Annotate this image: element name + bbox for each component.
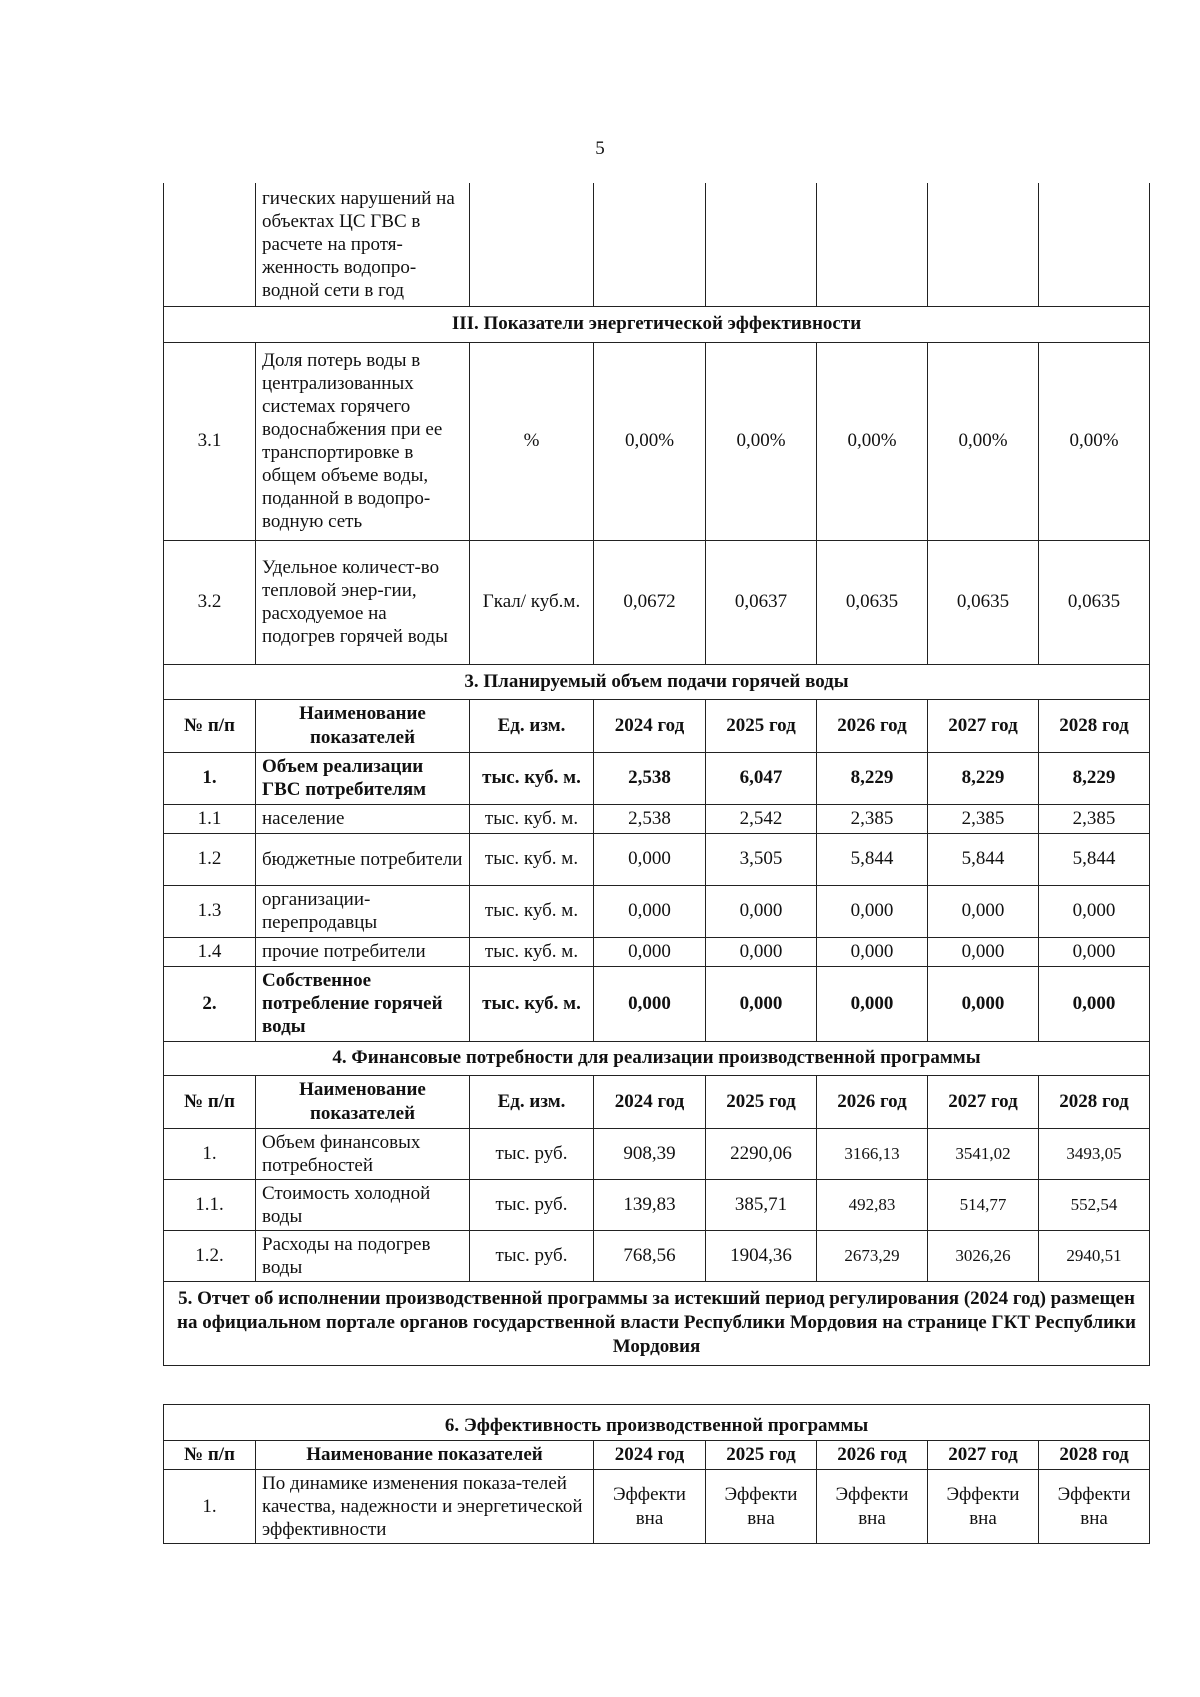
row-unit: тыс. куб. м. (470, 937, 594, 966)
value-2025: 6,047 (706, 752, 817, 804)
col-year-2025: 2025 год (706, 699, 817, 752)
value-2025: 0,000 (706, 937, 817, 966)
value-2024: 139,83 (594, 1179, 706, 1230)
report-text: 5. Отчет об исполнении производственной программы за истекший период регулирования (2024 год) размещен на официальном портале органов государственной власти Республики Мордовия на странице ГКТ Республики Мордовия (164, 1281, 1150, 1365)
value-2026: 492,83 (817, 1179, 928, 1230)
col-year-2028: 2028 год (1039, 1441, 1150, 1470)
col-year-2027: 2027 год (928, 699, 1039, 752)
value-2025: 0,0637 (706, 540, 817, 664)
finance-row (164, 1179, 1150, 1230)
section-report (164, 1281, 1150, 1365)
value-2028: 0,000 (1039, 966, 1150, 1041)
value-2025: 1904,36 (706, 1230, 817, 1281)
col-year-2026: 2026 год (817, 1075, 928, 1128)
row-unit: тыс. руб. (470, 1128, 594, 1179)
value-2026: 2673,29 (817, 1230, 928, 1281)
value-2028: 8,229 (1039, 752, 1150, 804)
row-name: Расходы на подогрев воды (256, 1230, 470, 1281)
finance-row (164, 1128, 1150, 1179)
row-number: 2. (164, 966, 256, 1041)
col-year-2024: 2024 год (594, 699, 706, 752)
col-name-header: Наименование показателей (256, 699, 470, 752)
value-2024: 2,538 (594, 752, 706, 804)
row-name: Объем финансовых потребностей (256, 1128, 470, 1179)
col-year-2024: 2024 год (594, 1075, 706, 1128)
value-2026: 0,000 (817, 937, 928, 966)
indicators-table (163, 183, 1150, 1366)
col-num-header: № п/п (164, 1075, 256, 1128)
value-2025: Эффекти вна (706, 1470, 817, 1544)
value-2028: 0,0635 (1039, 540, 1150, 664)
row-unit: тыс. руб. (470, 1230, 594, 1281)
row-unit: тыс. куб. м. (470, 885, 594, 937)
row-unit: тыс. куб. м. (470, 804, 594, 833)
row-number: 1.1 (164, 804, 256, 833)
finance-column-header (164, 1075, 1150, 1128)
row-number: 1. (164, 1128, 256, 1179)
row-number: 1. (164, 752, 256, 804)
row-name: По динамике изменения показа-телей качества, надежности и энергетической эффективности (256, 1470, 594, 1544)
volume-row (164, 885, 1150, 937)
value-2026: 5,844 (817, 833, 928, 885)
row-name: прочие потребители (256, 937, 470, 966)
row-number: 3.2 (164, 540, 256, 664)
efficiency-column-header (164, 1441, 1150, 1470)
energy-row (164, 540, 1150, 664)
col-year-2027: 2027 год (928, 1075, 1039, 1128)
col-name-header: Наименование показателей (256, 1441, 594, 1470)
col-year-2026: 2026 год (817, 699, 928, 752)
value-2026: 0,00% (817, 342, 928, 540)
value-2025: 0,000 (706, 966, 817, 1041)
value-2027: 514,77 (928, 1179, 1039, 1230)
energy-row (164, 342, 1150, 540)
value-2027: 0,000 (928, 966, 1039, 1041)
section-volume-header (164, 664, 1150, 699)
value-2028: 5,844 (1039, 833, 1150, 885)
continued-row-name: гических нарушений на объектах ЦС ГВС в расчете на протя-женность водопро-водной сети в год (256, 183, 470, 306)
section-finance-header (164, 1041, 1150, 1075)
value-2027: 0,0635 (928, 540, 1039, 664)
row-name: бюджетные потребители (256, 833, 470, 885)
row-number: 1.4 (164, 937, 256, 966)
col-num-header: № п/п (164, 699, 256, 752)
value-2028: 552,54 (1039, 1179, 1150, 1230)
value-2024: 0,000 (594, 833, 706, 885)
value-2027: 3541,02 (928, 1128, 1039, 1179)
section-energy-header (164, 306, 1150, 342)
value-2026: 8,229 (817, 752, 928, 804)
efficiency-table (163, 1404, 1150, 1544)
value-2024: 2,538 (594, 804, 706, 833)
section-finance-title: 4. Финансовые потребности для реализации производственной программы (164, 1041, 1150, 1075)
value-2027: Эффекти вна (928, 1470, 1039, 1544)
row-unit: % (470, 342, 594, 540)
col-year-2027: 2027 год (928, 1441, 1039, 1470)
value-2025: 0,00% (706, 342, 817, 540)
row-name: население (256, 804, 470, 833)
value-2028: 2,385 (1039, 804, 1150, 833)
value-2028: Эффекти вна (1039, 1470, 1150, 1544)
row-number: 1.2. (164, 1230, 256, 1281)
row-unit: тыс. руб. (470, 1179, 594, 1230)
value-2026: 0,000 (817, 966, 928, 1041)
value-2028: 0,000 (1039, 937, 1150, 966)
value-2026: 2,385 (817, 804, 928, 833)
value-2025: 2290,06 (706, 1128, 817, 1179)
value-2024: 0,000 (594, 937, 706, 966)
col-year-2025: 2025 год (706, 1075, 817, 1128)
col-unit-header: Ед. изм. (470, 1075, 594, 1128)
value-2028: 0,000 (1039, 885, 1150, 937)
volume-row (164, 966, 1150, 1041)
row-number: 3.1 (164, 342, 256, 540)
col-name-header: Наименование показателей (256, 1075, 470, 1128)
row-name: Стоимость холодной воды (256, 1179, 470, 1230)
value-2028: 0,00% (1039, 342, 1150, 540)
col-num-header: № п/п (164, 1441, 256, 1470)
value-2026: 3166,13 (817, 1128, 928, 1179)
page-number: 5 (595, 138, 605, 159)
row-number: 1.1. (164, 1179, 256, 1230)
row-name: Объем реализации ГВС потребителям (256, 752, 470, 804)
value-2028: 2940,51 (1039, 1230, 1150, 1281)
finance-row (164, 1230, 1150, 1281)
value-2027: 8,229 (928, 752, 1039, 804)
value-2027: 2,385 (928, 804, 1039, 833)
value-2025: 3,505 (706, 833, 817, 885)
continued-row (164, 183, 1150, 306)
section-volume-title: 3. Планируемый объем подачи горячей воды (164, 664, 1150, 699)
value-2025: 0,000 (706, 885, 817, 937)
row-number: 1. (164, 1470, 256, 1544)
section-efficiency-header (164, 1405, 1150, 1441)
col-unit-header: Ед. изм. (470, 699, 594, 752)
row-number: 1.3 (164, 885, 256, 937)
value-2026: 0,0635 (817, 540, 928, 664)
value-2028: 3493,05 (1039, 1128, 1150, 1179)
value-2024: 0,0672 (594, 540, 706, 664)
row-name: Доля потерь воды в централизованных системах горячего водоснабжения при ее транспортировке в общем объеме воды, поданной в водопро-водную сеть (256, 342, 470, 540)
value-2027: 0,00% (928, 342, 1039, 540)
value-2027: 0,000 (928, 937, 1039, 966)
value-2027: 0,000 (928, 885, 1039, 937)
value-2026: Эффекти вна (817, 1470, 928, 1544)
row-unit: тыс. куб. м. (470, 833, 594, 885)
value-2027: 5,844 (928, 833, 1039, 885)
row-name: Удельное количест-во тепловой энер-гии, расходуемое на подогрев горячей воды (256, 540, 470, 664)
row-name: Собственное потребление горячей воды (256, 966, 470, 1041)
row-number: 1.2 (164, 833, 256, 885)
row-unit: тыс. куб. м. (470, 966, 594, 1041)
volume-row (164, 752, 1150, 804)
col-year-2026: 2026 год (817, 1441, 928, 1470)
col-year-2028: 2028 год (1039, 699, 1150, 752)
value-2024: 0,000 (594, 966, 706, 1041)
col-year-2028: 2028 год (1039, 1075, 1150, 1128)
value-2024: 0,000 (594, 885, 706, 937)
value-2024: 0,00% (594, 342, 706, 540)
efficiency-row (164, 1470, 1150, 1544)
value-2027: 3026,26 (928, 1230, 1039, 1281)
value-2025: 2,542 (706, 804, 817, 833)
value-2026: 0,000 (817, 885, 928, 937)
section-efficiency-title: 6. Эффективность производственной программы (164, 1405, 1150, 1441)
value-2024: 768,56 (594, 1230, 706, 1281)
volume-row (164, 804, 1150, 833)
section-energy-title: III. Показатели энергетической эффективности (164, 306, 1150, 342)
row-unit: Гкал/ куб.м. (470, 540, 594, 664)
volume-column-header (164, 699, 1150, 752)
row-name: организации-перепродавцы (256, 885, 470, 937)
volume-row (164, 937, 1150, 966)
col-year-2024: 2024 год (594, 1441, 706, 1470)
volume-row (164, 833, 1150, 885)
col-year-2025: 2025 год (706, 1441, 817, 1470)
value-2024: Эффекти вна (594, 1470, 706, 1544)
value-2025: 385,71 (706, 1179, 817, 1230)
value-2024: 908,39 (594, 1128, 706, 1179)
row-unit: тыс. куб. м. (470, 752, 594, 804)
